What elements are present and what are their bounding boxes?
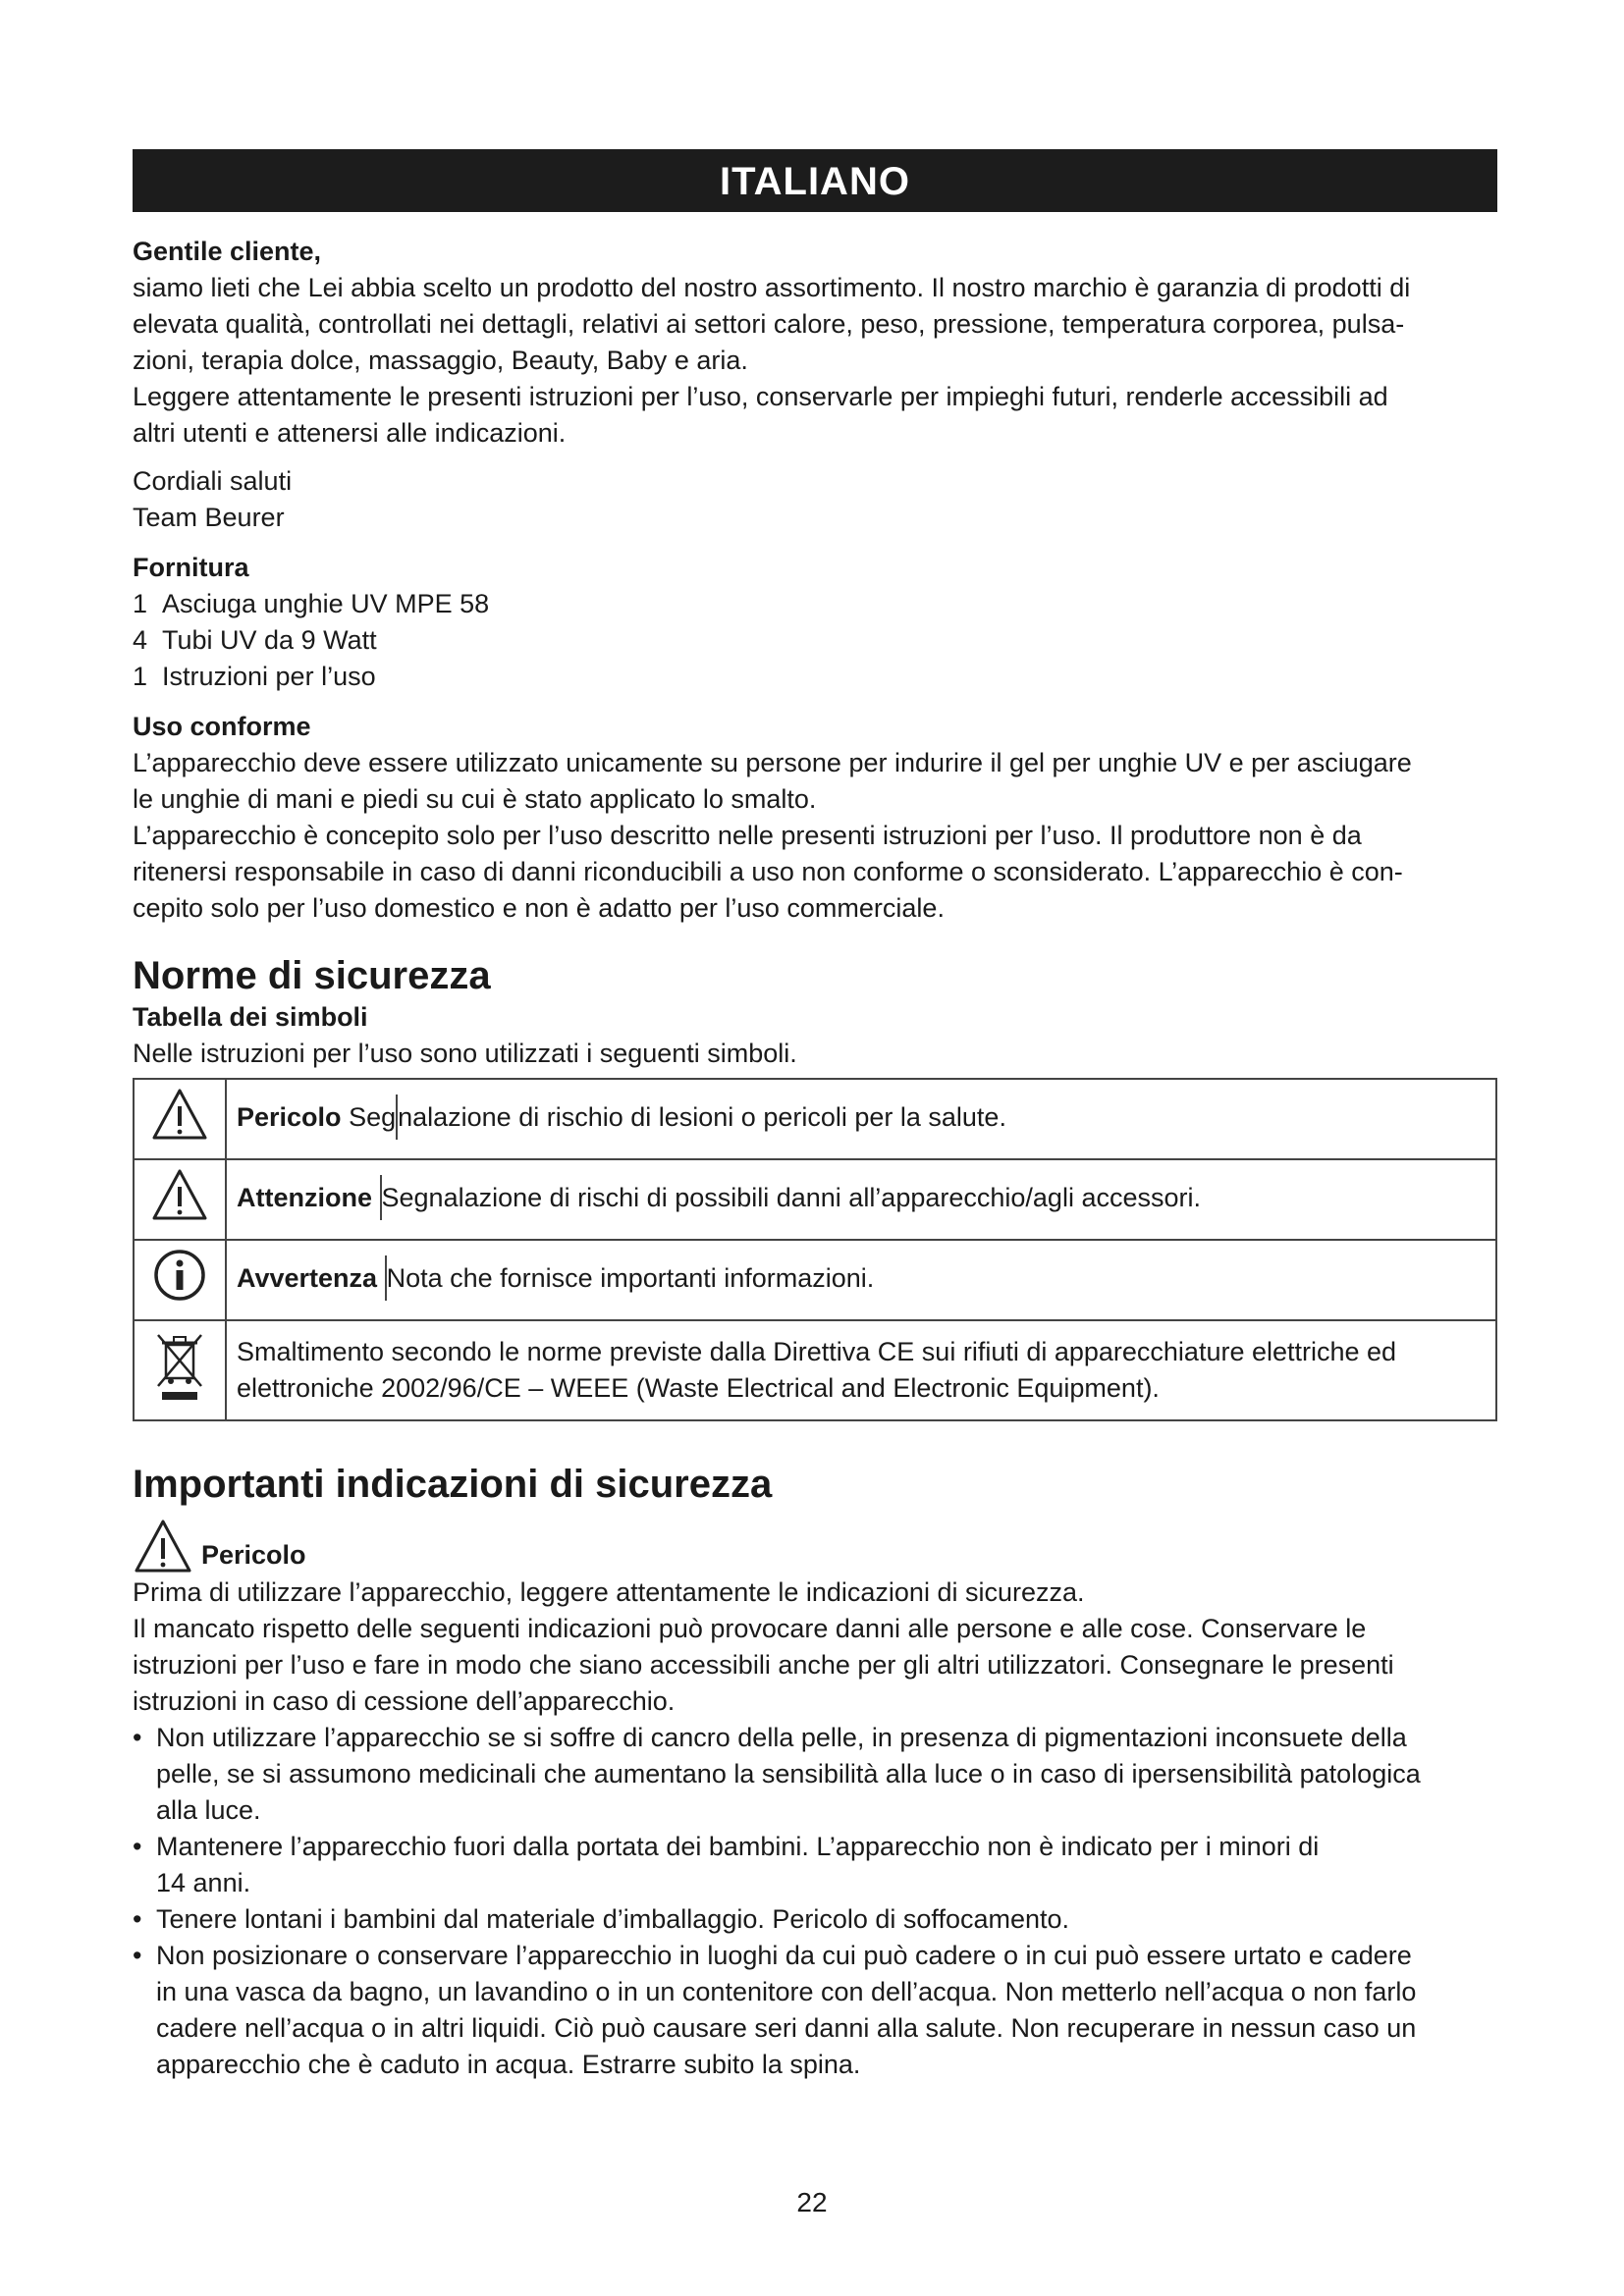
intro-paragraph-1: siamo lieti che Lei abbia scelto un prodotto del nostro assortimento. Il nostro marchio è garanzia di prodotti di elevata qualità, controllati nei dettagli, relativi ai settori calore, peso, pressione, temperatura corporea, pulsa- zioni, terapia dolce, massaggio, Beauty, Baby e aria. xyxy=(133,273,1411,375)
language-header: ITALIANO xyxy=(133,149,1497,212)
importanti-title: Importanti indicazioni di sicurezza xyxy=(133,1463,773,1506)
table-row: Attenzione Segnalazione di rischi di possibili danni all’apparecchio/agli accessori. xyxy=(134,1159,1496,1240)
uso-paragraph-1: L’apparecchio deve essere utilizzato unicamente su persone per indurire il gel per unghie UV e per asciugare le unghie di mani e piedi su cui è stato applicato lo smalto. xyxy=(133,748,1412,814)
page-number: 22 xyxy=(796,2187,828,2217)
info-circle-icon xyxy=(152,1248,207,1303)
list-item: • Tenere lontani i bambini dal materiale d’imballaggio. Pericolo di soffocamento. xyxy=(133,1901,1497,1938)
list-item: 1 Asciuga unghie UV MPE 58 xyxy=(133,589,490,618)
safety-bullets xyxy=(133,1720,1497,2083)
manual-page xyxy=(133,149,1497,2083)
list-item: 4 Tubi UV da 9 Watt xyxy=(133,625,377,655)
list-item: 1 Istruzioni per l’uso xyxy=(133,662,376,691)
list-item: • Non utilizzare l’apparecchio se si soffre di cancro della pelle, in presenza di pigmentazioni inconsuete della pelle, se si assumono medicinali che aumentano la sensibilità alla luce o in caso di ipersensibilità patologica alla luce. xyxy=(133,1720,1497,1829)
norme-title: Norme di sicurezza xyxy=(133,954,491,997)
importanti-paragraph: Il mancato rispetto delle seguenti indicazioni può provocare danni alle persone e alle cose. Conservare le istruzioni per l’uso e fare in modo che siano accessibili anche per gli altri utilizzatori. Consegnare le presenti istruzioni in caso di cessione dell’apparecchio. xyxy=(133,1614,1394,1716)
symbols-table-title: Tabella dei simboli xyxy=(133,1002,368,1032)
fornitura-list xyxy=(133,586,1497,695)
list-item: • Non posizionare o conservare l’apparecchio in luoghi da cui può cadere o in cui può essere urtato e cadere in una vasca da bagno, un lavandino o in un contenitore con dell’acqua. Non metterlo nell’acqua o non farlo cadere nell’acqua o in altri liquidi. Ciò può causare seri danni alla salute. Non recuperare in nessun caso un apparecchio che è caduto in acqua. Estrarre subito la spina. xyxy=(133,1938,1497,2083)
pericolo-heading xyxy=(133,1518,1497,1575)
symbol-label: Pericolo xyxy=(237,1102,342,1133)
table-row: Smaltimento secondo le norme previste dalla Direttiva CE sui rifiuti di apparecchiature elettriche ed elettroniche 2002/96/CE – WEEE (Waste Electrical and Electronic Equipment). xyxy=(134,1320,1496,1420)
fornitura-title: Fornitura xyxy=(133,553,249,582)
table-row: Avvertenza Nota che fornisce importanti informazioni. xyxy=(134,1240,1496,1320)
intro-paragraph-2: Leggere attentamente le presenti istruzioni per l’uso, conservarle per impieghi futuri, renderle accessibili ad altri utenti e attenersi alle indicazioni. xyxy=(133,382,1388,448)
divider xyxy=(380,1175,382,1220)
uso-conforme-title: Uso conforme xyxy=(133,712,311,741)
warning-triangle-icon xyxy=(150,1167,209,1222)
importanti-intro: Prima di utilizzare l’apparecchio, leggere attentamente le indicazioni di sicurezza. xyxy=(133,1577,1085,1607)
greeting: Gentile cliente, xyxy=(133,237,322,266)
symbol-label: Attenzione xyxy=(237,1183,372,1213)
table-row: Pericolo Segnalazione di rischio di lesioni o pericoli per la salute. xyxy=(134,1079,1496,1159)
symbols-intro: Nelle istruzioni per l’uso sono utilizzati i seguenti simboli. xyxy=(133,1039,797,1068)
pericolo-label: Pericolo xyxy=(201,1539,306,1570)
warning-triangle-icon xyxy=(150,1087,209,1142)
crossed-bin-icon xyxy=(152,1329,207,1402)
divider xyxy=(396,1095,398,1140)
list-item: • Mantenere l’apparecchio fuori dalla portata dei bambini. L’apparecchio non è indicato per i minori di 14 anni. xyxy=(133,1829,1497,1901)
symbol-label: Avvertenza xyxy=(237,1263,378,1294)
divider xyxy=(385,1255,387,1301)
symbols-table xyxy=(133,1078,1497,1421)
warning-triangle-icon xyxy=(133,1518,193,1575)
closing: Cordiali saluti Team Beurer xyxy=(133,466,293,532)
uso-paragraph-2: L’apparecchio è concepito solo per l’uso descritto nelle presenti istruzioni per l’uso. Il produttore non è da ritenersi responsabile in caso di danni riconducibili a uso non conforme o sconsiderato. L’apparecchio è con- cepito solo per l’uso domestico e non è adatto per l’uso commerciale. xyxy=(133,821,1403,923)
